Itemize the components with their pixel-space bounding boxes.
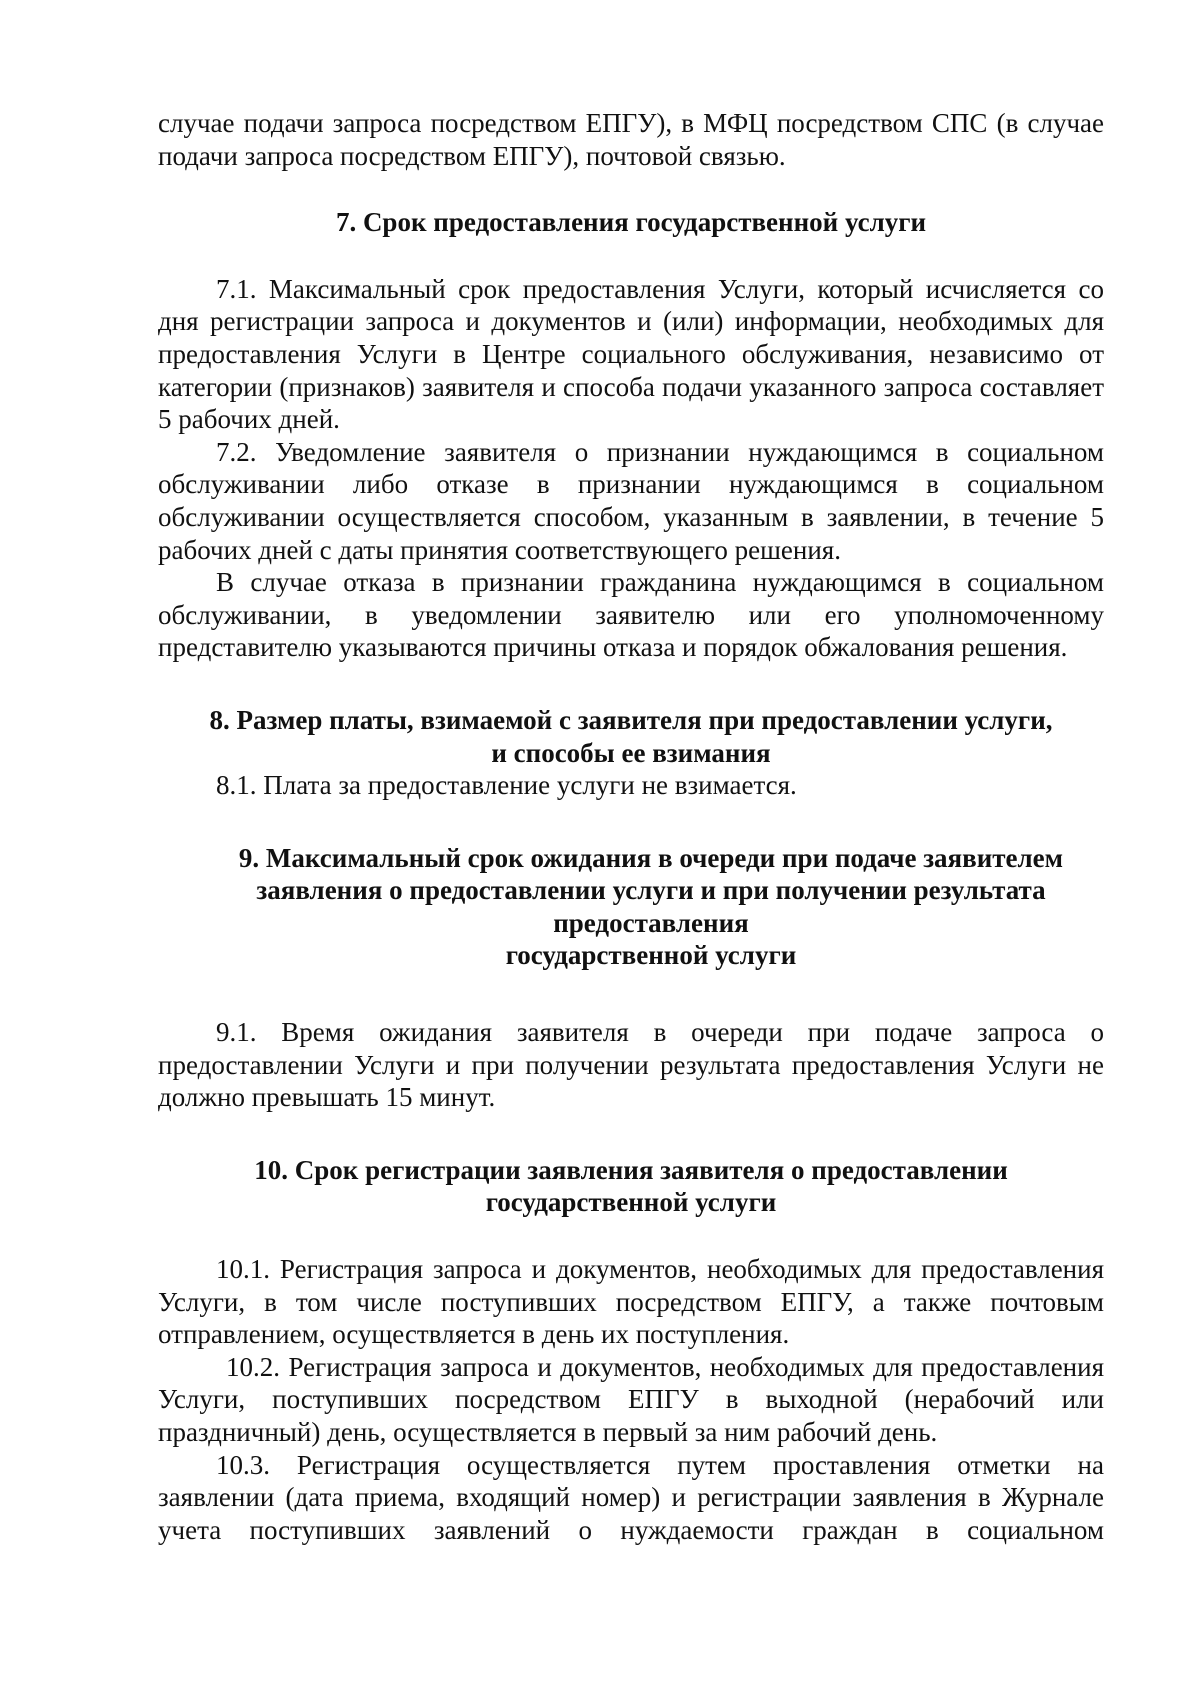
paragraph-8-1: 8.1. Плата за предоставление услуги не взимается. <box>216 770 797 801</box>
section-8-title-line-2: и способы ее взимания <box>491 737 771 768</box>
section-9-title-line-2: заявления о предоставлении услуги и при получении результата <box>256 875 1046 906</box>
paragraph-7-1: 7.1. Максимальный срок предоставления Услуги, который исчисляется со дня регистрации запроса и документов и (или) информации, необходимых для предоставления Услуги в Центре социального обслуживания, независимо от категории (признаков) заявителя и способа подачи указанного запроса составляет 5 рабочих дней. <box>158 273 1104 435</box>
section-9-title-line-1: 9. Максимальный срок ожидания в очереди при подаче заявителем <box>238 842 1064 873</box>
section-8-title <box>158 704 1104 769</box>
paragraph-10-2: 10.2. Регистрация запроса и документов, необходимых для предоставления Услуги, поступивших посредством ЕПГУ в выходной (нерабочий или праздничный) день, осуществляется в первый за ним рабочий день. <box>158 1351 1104 1447</box>
paragraph-7-3: В случае отказа в признании гражданина нуждающимся в социальном обслуживании, в уведомлении заявителю или его уполномоченному представителю указываются причины отказа и порядок обжалования решения. <box>158 567 1104 663</box>
section-10-title-line-1: 10. Срок регистрации заявления заявителя о предоставлении <box>254 1154 1008 1185</box>
paragraph-10-1: 10.1. Регистрация запроса и документов, необходимых для предоставления Услуги, в том числе поступивших посредством ЕПГУ, а также почтовым отправлением, осуществляется в день их поступления. <box>158 1254 1104 1350</box>
section-9-title <box>158 842 1104 972</box>
intro-line-1: случае подачи запроса посредством ЕПГУ), в МФЦ посредством СПС (в случае <box>158 108 1104 138</box>
section-9-title-line-4: государственной услуги <box>505 940 797 971</box>
paragraph-10-3: 10.3. Регистрация осуществляется путем проставления отметки на заявлении (дата приема, входящий номер) и регистрации заявления в Журнале учета поступивших заявлений о нуждаемости граждан в социальном <box>158 1449 1104 1545</box>
paragraph-9-1: 9.1. Время ожидания заявителя в очереди при подаче запроса о предоставлении Услуги и при получении результата предоставления Услуги не должно превышать 15 минут. <box>158 1017 1104 1113</box>
section-9-title-line-3: предоставления <box>553 907 749 938</box>
section-7-title: 7. Срок предоставления государственной услуги <box>335 207 927 238</box>
intro-paragraph <box>158 107 1104 172</box>
section-10-title <box>158 1154 1104 1219</box>
section-8-title-line-1: 8. Размер платы, взимаемой с заявителя при предоставлении услуги, <box>209 704 1053 735</box>
paragraph-7-2: 7.2. Уведомление заявителя о признании нуждающимся в социальном обслуживании либо отказе в признании нуждающимся в социальном обслуживании осуществляется способом, указанным в заявлении, в течение 5 рабочих дней с даты принятия соответствующего решения. <box>158 436 1104 565</box>
section-10-title-line-2: государственной услуги <box>485 1187 777 1218</box>
intro-line-2: подачи запроса посредством ЕПГУ), почтовой связью. <box>158 140 786 171</box>
document-body <box>158 107 1104 1546</box>
